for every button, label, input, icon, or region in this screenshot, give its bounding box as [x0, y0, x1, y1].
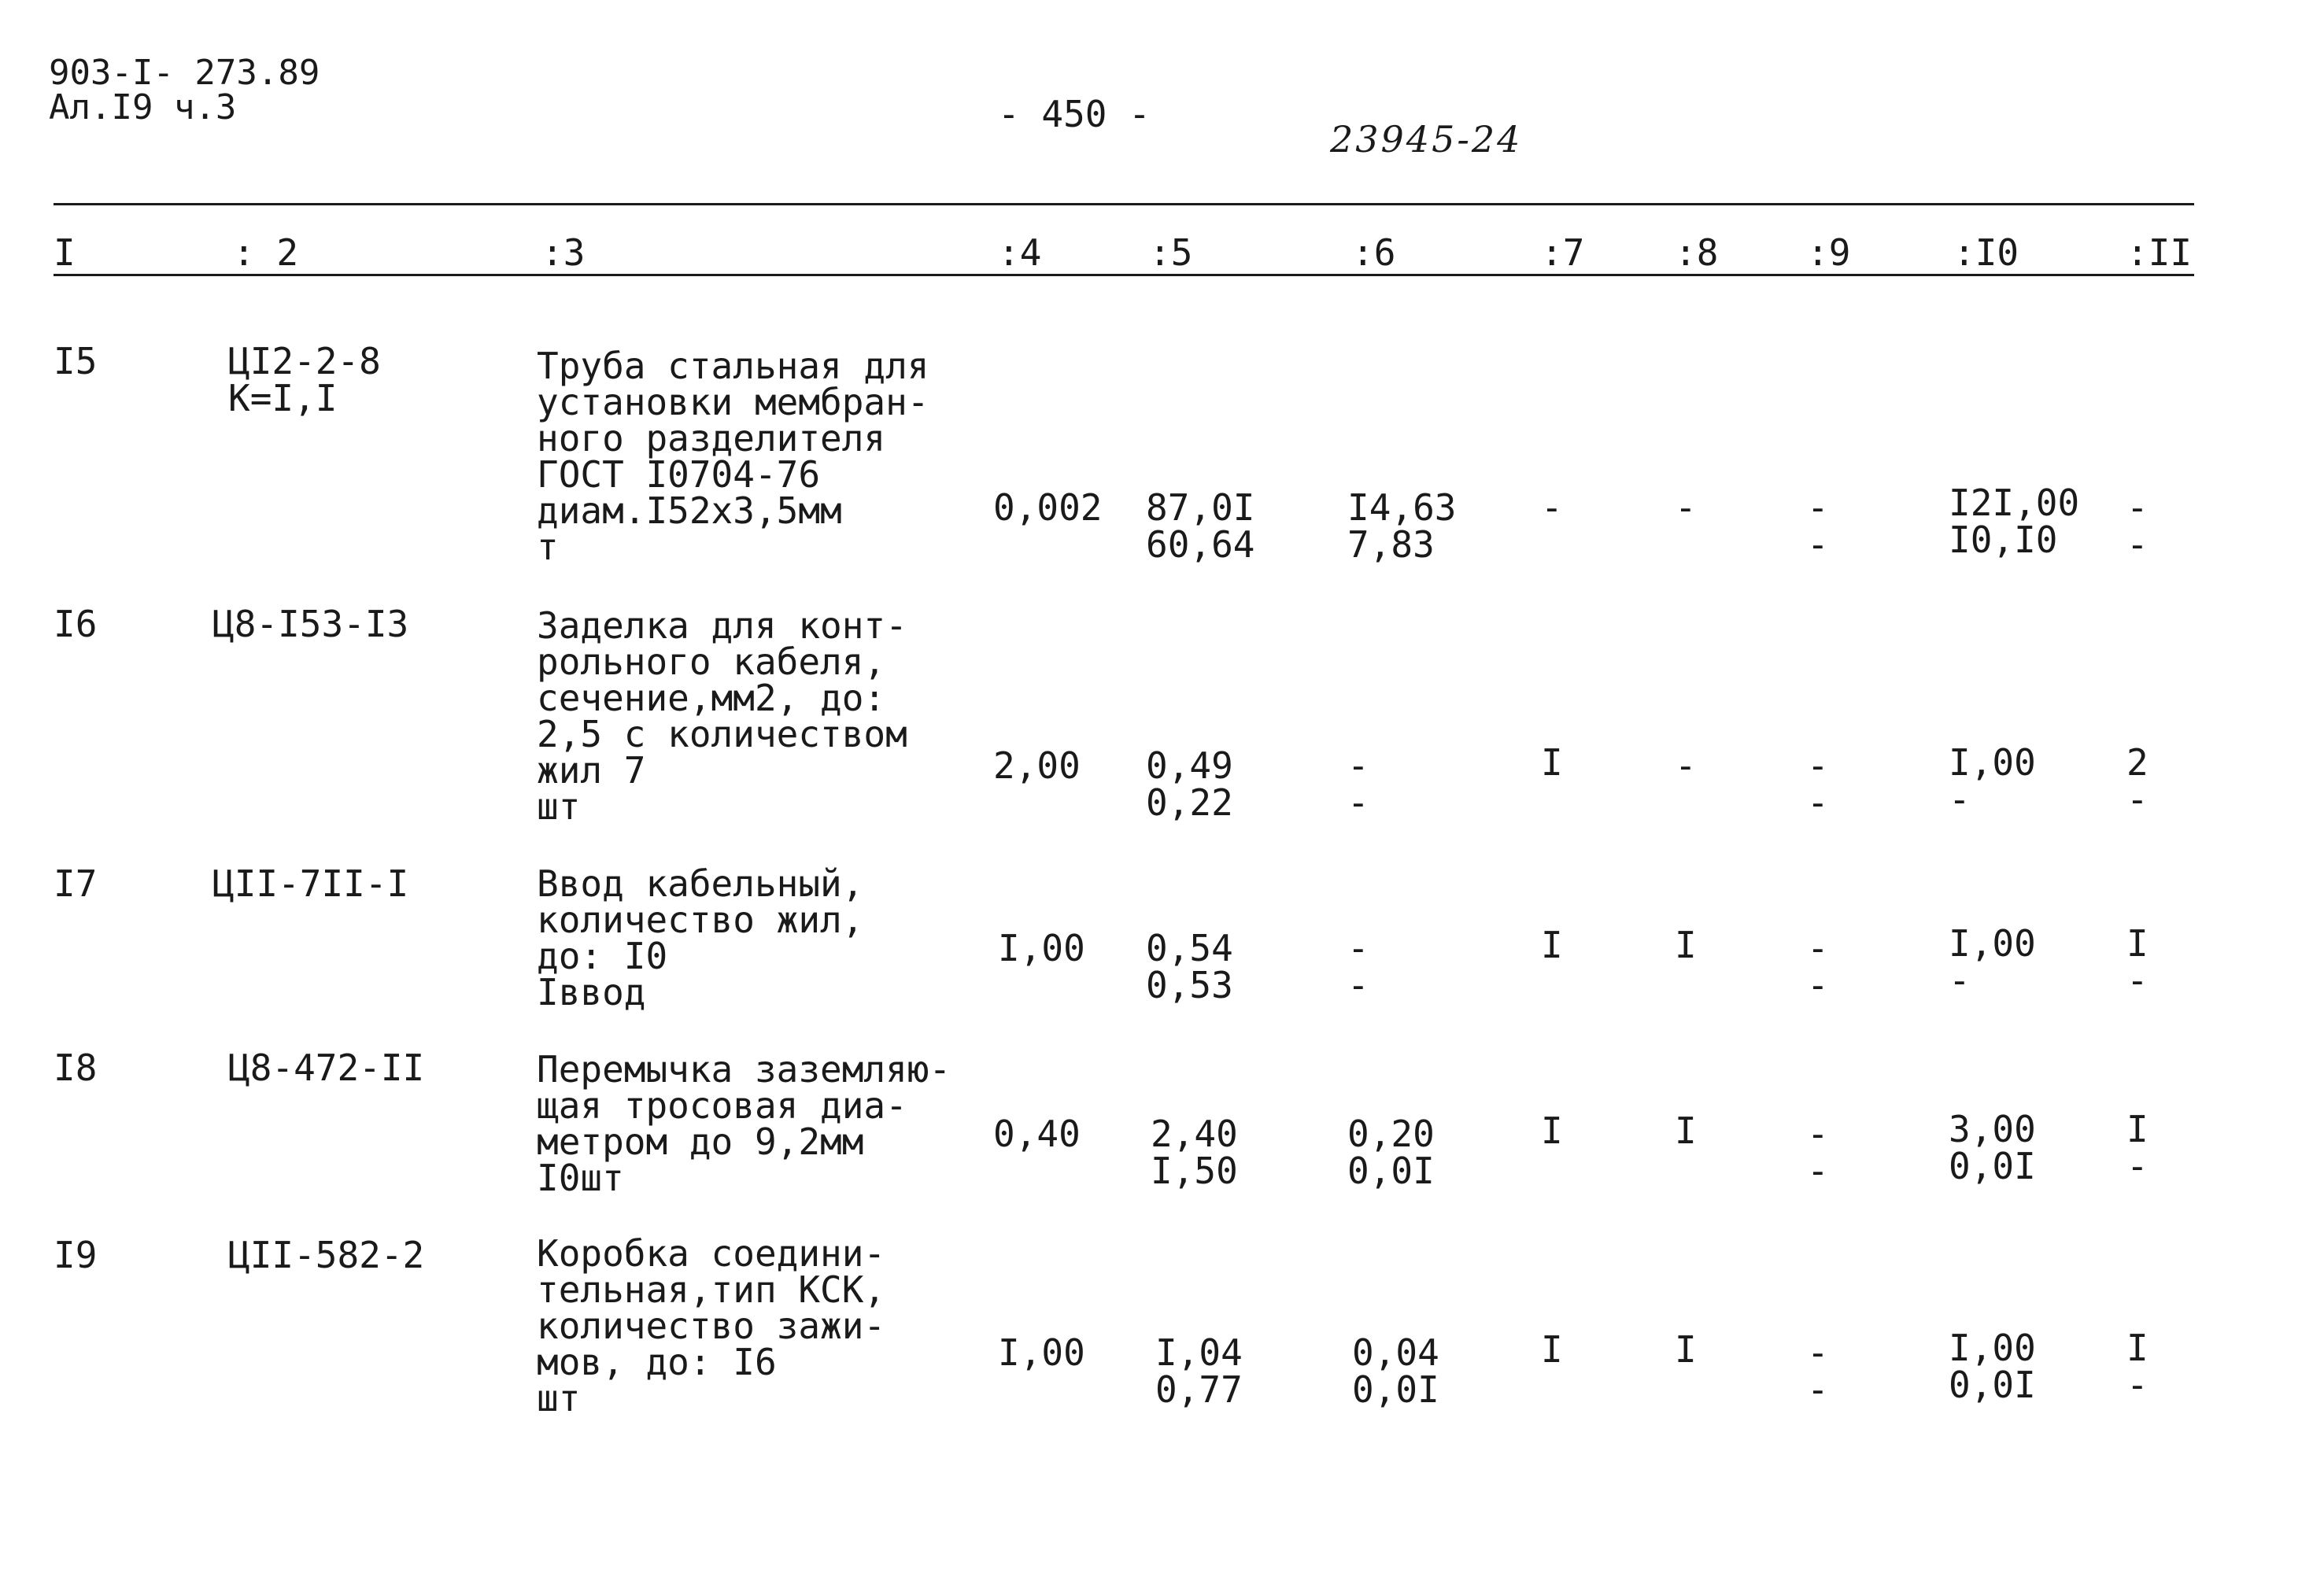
- column-5-values: 87,0I 60,64: [1146, 486, 1255, 566]
- work-description: Заделка для конт- рольного кабеля, сечение,мм2, до: 2,5 с количеством жил 7 шт: [537, 604, 907, 828]
- row-number: I7: [54, 862, 98, 905]
- column-11-values: 2 -: [2126, 741, 2148, 821]
- column-10-values: I2I,00 I0,I0: [1949, 482, 2080, 561]
- column-9-values: - -: [1807, 486, 1829, 566]
- column-10-values: I,00 -: [1949, 741, 2036, 821]
- page-number: - 450 -: [998, 93, 1151, 135]
- column-5-values: 0,54 0,53: [1146, 927, 1233, 1006]
- column-7-value: I: [1541, 924, 1563, 966]
- row-number: I5: [54, 340, 98, 382]
- column-6-values: - -: [1347, 744, 1369, 824]
- column-header: :9: [1807, 231, 1851, 274]
- column-6-values: - -: [1347, 927, 1369, 1006]
- quantity: 0,40: [993, 1113, 1081, 1155]
- quantity: I,00: [998, 1331, 1085, 1374]
- column-7-value: I: [1541, 741, 1563, 784]
- column-8-value: -: [1675, 744, 1697, 787]
- column-header: :4: [998, 231, 1042, 274]
- column-11-values: - -: [2126, 486, 2148, 566]
- norm-code: Ц8-I53-I3: [212, 603, 409, 645]
- norm-code: ЦII-7II-I: [212, 862, 409, 905]
- norm-code: ЦII-582-2: [228, 1234, 425, 1276]
- column-header: :6: [1352, 231, 1396, 274]
- column-10-values: I,00 0,0I: [1949, 1327, 2036, 1406]
- column-5-values: 0,49 0,22: [1146, 744, 1233, 824]
- work-description: Труба стальная для установки мембран- ного разделителя ГОСТ I0704-76 диам.I52x3,5мм т: [537, 345, 929, 568]
- column-9-values: - -: [1807, 1113, 1829, 1192]
- work-description: Перемычка заземляю- щая тросовая диа- метром до 9,2мм I0шт: [537, 1048, 951, 1199]
- column-header: :II: [2126, 231, 2193, 274]
- column-10-values: 3,00 0,0I: [1949, 1108, 2036, 1187]
- column-6-values: 0,20 0,0I: [1347, 1113, 1435, 1192]
- sheet-reference: Ал.I9 ч.3: [49, 87, 237, 127]
- column-header: :I0: [1953, 231, 2019, 274]
- column-10-values: I,00 -: [1949, 922, 2036, 1002]
- column-6-values: I4,63 7,83: [1347, 486, 1457, 566]
- norm-code: Ц8-472-II: [228, 1047, 425, 1089]
- column-9-values: - -: [1807, 1331, 1829, 1411]
- work-description: Ввод кабельный, количество жил, до: I0 Iввод: [537, 862, 864, 1013]
- column-11-values: I -: [2126, 922, 2148, 1002]
- work-description: Коробка соедини- тельная,тип КСК, количество зажи- мов, до: I6 шт: [537, 1232, 886, 1419]
- inventory-stamp: 23945-24: [1330, 118, 1523, 161]
- column-7-value: I: [1541, 1109, 1563, 1152]
- row-number: I8: [54, 1047, 98, 1089]
- column-header: :5: [1149, 231, 1193, 274]
- column-6-values: 0,04 0,0I: [1352, 1331, 1439, 1411]
- column-8-value: I: [1675, 1328, 1697, 1371]
- header-underline: [54, 274, 2194, 276]
- column-header: :3: [541, 231, 586, 274]
- column-11-values: I -: [2126, 1108, 2148, 1187]
- column-header: I: [54, 231, 76, 274]
- column-5-values: I,04 0,77: [1155, 1331, 1243, 1411]
- quantity: 2,00: [993, 744, 1081, 787]
- column-8-value: I: [1675, 1109, 1697, 1152]
- column-11-values: I -: [2126, 1327, 2148, 1406]
- column-header: : 2: [233, 231, 299, 274]
- quantity: I,00: [998, 927, 1085, 969]
- column-7-value: -: [1541, 486, 1563, 529]
- row-number: I9: [54, 1234, 98, 1276]
- norm-code: ЦI2-2-8 К=I,I: [228, 340, 381, 419]
- column-header: :7: [1541, 231, 1585, 274]
- column-5-values: 2,40 I,50: [1151, 1113, 1238, 1192]
- top-rule: [54, 203, 2194, 205]
- row-number: I6: [54, 603, 98, 645]
- quantity: 0,002: [993, 486, 1103, 529]
- document-code: 903-I- 273.89: [49, 53, 320, 93]
- column-7-value: I: [1541, 1328, 1563, 1371]
- column-9-values: - -: [1807, 927, 1829, 1006]
- column-header: :8: [1675, 231, 1719, 274]
- column-8-value: -: [1675, 486, 1697, 529]
- column-9-values: - -: [1807, 744, 1829, 824]
- column-8-value: I: [1675, 924, 1697, 966]
